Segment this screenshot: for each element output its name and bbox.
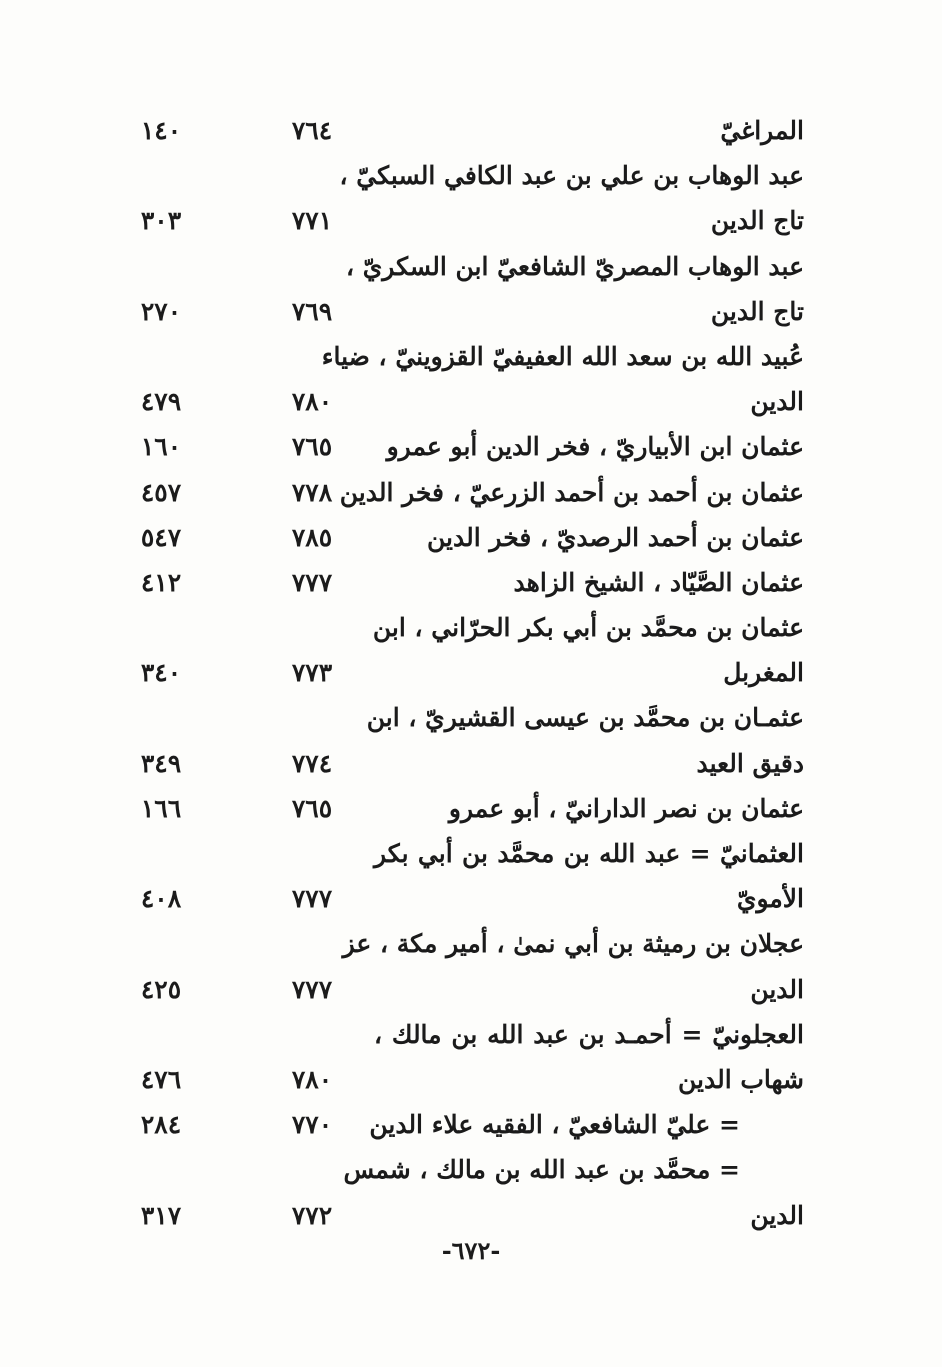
volume-number: ٧٧١ [291, 206, 333, 236]
entry-text: العثمانيّ = عبد الله بن محمَّد بن أبي بكر [374, 839, 804, 868]
entry-text: تاج الدين [710, 296, 804, 326]
page-ref: ٤٧٦ [140, 1064, 182, 1094]
index-row [120, 1147, 810, 1192]
entry-text: عبد الوهاب المصريّ الشافعيّ ابن السكريّ ، [345, 251, 804, 281]
page-ref: ٣٤٩ [140, 748, 182, 778]
index-row [120, 1102, 810, 1147]
volume-number: ٧٦٤ [291, 116, 333, 145]
entry-text: دقيق العيد [696, 748, 804, 778]
volume-number: ٧٧٧ [291, 884, 333, 914]
entry-text: = عليّ الشافعيّ ، الفقيه علاء الدين [369, 1110, 740, 1140]
volume-number: ٧٧٤ [291, 748, 333, 778]
page-ref: ٤٧٩ [140, 387, 182, 417]
entry-text: المراغيّ [720, 116, 804, 145]
volume-number: ٧٨٠ [291, 1064, 333, 1094]
index-row [120, 560, 810, 605]
page-ref: ١٦٦ [140, 793, 182, 823]
volume-number: ٧٧٨ [291, 477, 333, 507]
index-row [120, 244, 810, 289]
page-ref: ٢٧٠ [140, 296, 182, 326]
entry-text: الدين [750, 974, 804, 1004]
index-list [120, 108, 810, 1238]
volume-number: ٧٧٠ [291, 1110, 333, 1140]
index-row [120, 786, 810, 831]
index-row [120, 515, 810, 560]
index-row [120, 470, 810, 515]
index-row [120, 153, 810, 198]
volume-number: ٧٧٣ [291, 658, 333, 688]
index-row [120, 831, 810, 876]
page-ref: ٥٤٧ [140, 522, 182, 552]
entry-text: الدين [750, 387, 804, 417]
entry-text: الدين [750, 1200, 804, 1230]
entry-text: المغربل [723, 658, 804, 688]
index-row [120, 1193, 810, 1238]
entry-text: عثمان بن أحمد الرصديّ ، فخر الدين [427, 522, 804, 552]
page-ref: ٣١٧ [140, 1200, 182, 1230]
entry-text: عُبيد الله بن سعد الله العفيفيّ القزوينيّ ، ضياء [321, 341, 804, 371]
index-row [120, 198, 810, 243]
volume-number: ٧٧٧ [291, 974, 333, 1004]
volume-number: ٧٧٢ [291, 1200, 333, 1230]
index-row [120, 1057, 810, 1102]
index-row [120, 650, 810, 695]
entry-text: عبد الوهاب بن علي بن عبد الكافي السبكيّ ، [339, 161, 804, 191]
volume-number: ٧٦٥ [291, 432, 333, 462]
index-row [120, 379, 810, 424]
index-row [120, 967, 810, 1012]
page-ref: ١٦٠ [140, 432, 182, 462]
volume-number: ٧٨٥ [291, 522, 333, 552]
page-ref: ٤٥٧ [140, 477, 182, 507]
entry-text: شهاب الدين [677, 1064, 804, 1094]
entry-text: عثمان ابن الأبياريّ ، فخر الدين أبو عمرو [386, 432, 804, 462]
entry-text: تاج الدين [710, 206, 804, 236]
index-row [120, 334, 810, 379]
index-row [120, 289, 810, 334]
page-ref: ٣٤٠ [140, 658, 182, 688]
entry-text: عثمان بن أحمد بن أحمد الزرعيّ ، فخر الدين [339, 477, 804, 507]
page-ref: ٤١٢ [140, 567, 182, 597]
entry-text: عثمان بن محمَّد بن أبي بكر الحرّاني ، ابن [372, 613, 804, 643]
index-row [120, 424, 810, 469]
index-row [120, 741, 810, 786]
page-number: -٦٧٢- [441, 1236, 501, 1265]
volume-number: ٧٦٩ [291, 296, 333, 326]
entry-text: عثمان بن نصر الدارانيّ ، أبو عمرو [448, 793, 804, 823]
index-row [120, 695, 810, 740]
index-row [120, 1012, 810, 1057]
entry-text: عثمان الصَّيّاد ، الشيخ الزاهد [513, 567, 804, 597]
index-row [120, 108, 810, 153]
volume-number: ٧٨٠ [291, 387, 333, 417]
page-ref: ٤٠٨ [140, 884, 182, 914]
page-ref: ٤٢٥ [140, 974, 182, 1004]
page-ref: ٢٨٤ [140, 1110, 182, 1140]
index-row [120, 921, 810, 966]
entry-text: الأمويّ [736, 884, 804, 914]
entry-text: عجلان بن رميثة بن أبي نمىٰ ، أمير مكة ، عز [342, 929, 804, 959]
entry-text: = محمَّد بن عبد الله بن مالك ، شمس [343, 1155, 740, 1185]
volume-number: ٧٧٧ [291, 567, 333, 597]
page-ref: ٣٠٣ [140, 206, 182, 236]
page-ref: ١٤٠ [140, 116, 182, 145]
entry-text: العجلونيّ = أحمـد بن عبد الله بن مالك ، [374, 1019, 804, 1049]
index-row [120, 605, 810, 650]
volume-number: ٧٦٥ [291, 793, 333, 823]
index-row [120, 876, 810, 921]
entry-text: عثمـان بن محمَّد بن عيسى القشيريّ ، ابن [366, 703, 804, 733]
